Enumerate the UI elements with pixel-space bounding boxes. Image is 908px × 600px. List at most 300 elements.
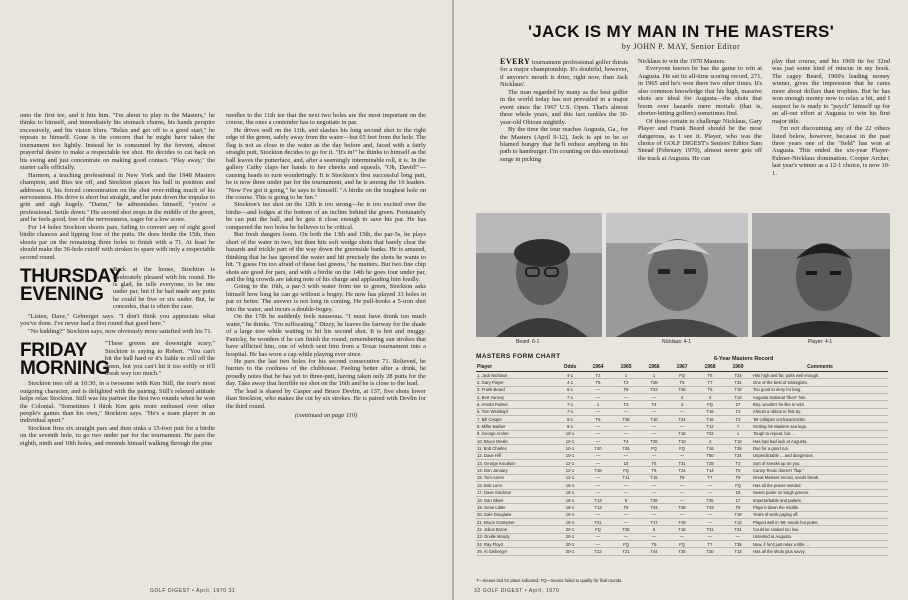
record-cell: 1 [584,401,612,408]
odds-cell: 4-1 [556,372,584,379]
player-cell: 9. George Archer [476,430,556,437]
record-cell: FQ [668,540,696,547]
comment-cell: Hits high and far, putts well enough. [752,372,888,379]
record-cell: — [668,482,696,489]
record-cell: T24 [724,452,752,459]
record-cell: 3 [668,394,696,401]
record-cell: — [640,394,668,401]
odds-cell: 7-1 [556,394,584,401]
record-cell: — [584,511,612,518]
record-cell: — [696,482,724,489]
record-cell: T13 [584,504,612,511]
record-cell: T4 [640,401,668,408]
golfer-portrait-image [606,213,748,337]
table-row [476,504,888,511]
column-header: 1964 [584,362,612,372]
record-cell: — [584,408,612,415]
record-cell: T23 [640,386,668,393]
record-cell: T5 [696,372,724,379]
table-row [476,386,888,393]
paragraph: For 14 holes Stockton shoots pars, failing to convert any of eight good birdie chances and lipping four of the putts. He does birdie the 15th, then shoots par on the remaining three holes to finish with a 71. At least he should make the 36-hole cutoff with strokes to spare with only a respectable second round. [20,223,215,261]
record-cell: T8 [640,540,668,547]
record-cell: — [696,533,724,540]
odds-cell: 10-1 [556,438,584,445]
comment-cell: Years of work paying off. [752,511,888,518]
record-cell: T31 [696,526,724,533]
record-cell: T35 [724,540,752,547]
record-cell: — [612,452,640,459]
record-cell: — [584,386,612,393]
record-cell: T13 [584,496,612,503]
record-cell: FQ [612,540,640,547]
record-cell: — [640,489,668,496]
odds-cell: 10-1 [556,430,584,437]
comment-cell: Too good to deny for long. [752,386,888,393]
player-cell: 19. Gene Littler [476,504,556,511]
table-row [476,533,888,540]
player-cell: 13. George Knudson [476,460,556,467]
right-folio: 32 GOLF DIGEST • April, 1970 [474,588,560,594]
record-cell: T7 [696,540,724,547]
record-cell: — [584,489,612,496]
comment-cell: Unpredictable ... and dangerous. [752,452,888,459]
table-row [476,445,888,452]
table-row [476,482,888,489]
record-cell: — [612,423,640,430]
record-cell: T5 [584,416,612,423]
odds-cell: 15-1 [556,496,584,503]
record-cell: T30 [696,548,724,555]
record-cell: T19 [724,511,752,518]
record-cell: 18 [724,489,752,496]
record-cell: — [640,511,668,518]
masters-form-chart [476,362,888,556]
record-cell: FQ [668,372,696,379]
record-cell: T24 [724,372,752,379]
photo-caption: Beard: 6-1 [516,339,540,345]
record-cell: T7 [696,379,724,386]
record-cell: T16 [696,445,724,452]
odds-cell: 12-1 [556,467,584,474]
paragraph: He pars the last two holes for his second consecutive 71. Relieved, he hurries to the coolness of the clubhouse. Feeling better after a drink, he proudly notes that he has yet to three-putt, having taken only 28 putts for the day. Take away that horrible tee shot on the 16th and he is close to the lead. [226,357,426,388]
record-cell: 4 [696,438,724,445]
section-thursday-evening [20,266,215,311]
comment-cell: Imperturbable and patient. [752,496,888,503]
odds-cell: 18-1 [556,511,584,518]
odds-cell: 18-1 [556,504,584,511]
record-cell: T28 [696,460,724,467]
table-row [476,496,888,503]
column-header: 1969 [724,362,752,372]
table-row [476,511,888,518]
record-cell: — [612,489,640,496]
record-cell: T6 [640,467,668,474]
player-cell: 10. Bruce Devlin [476,438,556,445]
record-cell: 7 [724,423,752,430]
record-title: 6-Year Masters Record [714,356,774,362]
record-cell: — [584,438,612,445]
paragraph: Stockton's tee shot on the 12th is too strong—he is too excited over the birdie—and lodges at the bottom of an incline behind the green. Fortunately he can putt the ball, and he gets it close enough to save his par. He has conquered the two holes he believes to be critical. [226,201,426,231]
comment-cell: '69 collapse uncharacteristic. [752,416,888,423]
record-cell: T24 [668,467,696,474]
continued-note: (continued on page 110) [294,412,358,420]
record-cell: — [584,394,612,401]
table-row [476,460,888,467]
left-folio: GOLF DIGEST • April, 1970 31 [150,588,236,594]
form-chart-body [476,372,888,556]
record-cell: 10 [612,460,640,467]
record-cell: T36 [640,496,668,503]
right-column-1 [500,58,628,208]
odds-cell: 20-1 [556,548,584,555]
record-cell: T10 [668,438,696,445]
odds-cell: 4-1 [556,379,584,386]
record-cell: T26 [668,386,696,393]
record-cell: T40 [584,445,612,452]
comment-cell: Getting his Masters sea legs. [752,423,888,430]
comment-cell: Great Masters record, needs break. [752,474,888,481]
player-cell: 22. Julius Boros [476,526,556,533]
comment-cell: Untested at Augusta. [752,533,888,540]
record-cell: T6 [640,460,668,467]
table-row [476,430,888,437]
record-cell: 17 [724,496,752,503]
record-cell: T36 [668,548,696,555]
record-cell: T6 [668,379,696,386]
player-cell: 1. Jack Nicklaus [476,372,556,379]
record-cell: T18 [584,467,612,474]
paragraph: Stockton tees off at 10:30, in a twosome with Ken Still, the tour's most outgoing character, and is delighted with the pairing. Still's relaxed attitude helps relax Stockton. Still was his partner the first two rounds when he won the Colonial. "Sometimes I think Ken gets more enthused over other people's games than his own," Stockton says. "He's a team player in an individual sport." [20,380,215,425]
section-heading: THURSDAY EVENING [20,266,122,306]
paragraph: Everyone knows he has the game to win at Augusta. He set its all-time scoring record, 271, in 1965 and he's won there two other times. It's also common knowledge that his high, massive shots are ideal for Augusta—the shots that boom over hazards mere mortals (that is, shorter-hitting golfers) sometimes find. [638,65,762,118]
record-cell: T28 [640,379,668,386]
record-cell: T2 [612,379,640,386]
record-cell: T5 [584,379,612,386]
record-cell: T26 [668,504,696,511]
player-cell: 5. Arnold Palmer [476,401,556,408]
record-cell: T13 [724,518,752,525]
record-cell: FQ [696,401,724,408]
record-cell: — [668,408,696,415]
paragraph: needles to the 11th tee that the next two holes are the most important on the course, the ones a contender has to negotiate in par. [226,112,426,127]
record-cell: — [612,394,640,401]
record-cell: — [584,460,612,467]
paragraph: But fresh dangers loom. On both the 13th and 15th, the par-5s, he plays short of the water in two, but then hits soft wedge shots that barely clear the hazards and trickle part of the way down the greenside banks. He is amazed, thinking that he has ignored the water and hit precisely the shots he wants to hit. "I guess I'm too afraid of these fast greens," he mutters. But two fine chip shots are good for pars, and with a birdie on the 14th he goes four under par, and the big crowds are taking note of his charge and applauding him loudly. [226,231,426,283]
player-cell: 12. Dave Hill [476,452,556,459]
table-row [476,401,888,408]
player-cell: 8. Miller Barber [476,423,556,430]
record-cell: 1 [640,372,668,379]
record-cell: — [668,533,696,540]
comment-cell: Has had bad luck at Augusta. [752,438,888,445]
record-cell: T2 [612,401,640,408]
record-cell: T14 [696,467,724,474]
odds-cell: 18-1 [556,518,584,525]
player-cell: 23. Orville Moody [476,533,556,540]
odds-cell: 7-1 [556,408,584,415]
record-cell: T32 [724,379,752,386]
record-cell: T2 [724,408,752,415]
table-row [476,526,888,533]
record-cell: T16 [668,526,696,533]
record-cell: — [584,430,612,437]
record-cell: — [584,540,612,547]
comment-cell: Due for a good run. [752,445,888,452]
player-cell: 14. Don January [476,467,556,474]
record-cell: T44 [640,548,668,555]
record-cell: FQ [584,526,612,533]
paragraph: I'm not discounting any of the 22 others listed below, however, because in the past three years one of the "field" has won at Augusta. This ended the six-year Player-Palmer-Nicklaus domination. Cooper Archer, last year's winner as a 12-1 choice, is now 10-1. [772,125,890,177]
paragraph: By the time the tour reaches Augusta, Ga., for the Masters (April 9-12), Jack is apt to be so blamed hungry that he'll reduce anything in his path to hamburger. I'm counting on this emotional surge in picking [500,126,628,163]
column-header: 1966 [640,362,668,372]
record-cell: — [584,482,612,489]
odds-cell: 15-1 [556,482,584,489]
record-cell: — [584,474,612,481]
photo-nicklaus [606,213,748,337]
photo-caption: Player: 4-1 [808,339,833,345]
odds-cell: 20-1 [556,526,584,533]
paragraph: Stockton fires six straight pars and then sinks a 15-foot putt for a birdie on the seventh hole, to go two under par for the tournament. He pars the eighth, ninth and 10th holes, and reminds himself walking through the pine [20,424,215,447]
record-cell: T13 [584,548,612,555]
comment-cell: Canny Texan doesn't "flap." [752,467,888,474]
record-cell: 4 [668,401,696,408]
odds-cell: 20-1 [556,540,584,547]
right-column-3 [772,58,890,208]
odds-cell: 8-1 [556,416,584,423]
record-cell: — [584,533,612,540]
column-header: Player [476,362,556,372]
record-cell: T16 [696,416,724,423]
player-cell: 20. Dale Douglass [476,511,556,518]
odds-cell: 15-1 [556,489,584,496]
record-cell: T12 [696,423,724,430]
table-row [476,548,888,555]
record-cell: T16 [696,408,724,415]
right-page [454,0,908,600]
record-cell: T13 [724,548,752,555]
odds-cell: 8-1 [556,423,584,430]
left-page [0,0,452,600]
table-row [476,489,888,496]
record-cell: — [696,518,724,525]
photo-player [752,213,890,337]
table-row [476,474,888,481]
comment-cell: Almost a ribbon in first try. [752,408,888,415]
player-cell: 17. Dave Stockton [476,489,556,496]
record-cell: — [612,533,640,540]
odds-cell: 10-1 [556,445,584,452]
record-cell: — [640,452,668,459]
record-cell: T19 [724,386,752,393]
table-row [476,408,888,415]
record-cell: T2 [724,416,752,423]
paragraph: Going to the 16th, a par-3 with water from tee to green, Stockton asks himself how long he can go without a bogey. He now has played 33 holes in par or better. The answer is not long in coming. He pull-hooks a 5-iron shot into the water, and incurs a double-bogey. [226,283,426,313]
record-cell: T10 [640,416,668,423]
record-cell: FQ [640,445,668,452]
record-cell: 5 [640,526,668,533]
table-header-row [476,362,888,372]
record-cell: FQ [724,482,752,489]
record-cell: T11 [612,474,640,481]
column-header: 1967 [668,362,696,372]
record-cell: T44 [640,504,668,511]
comment-cell: Tough to repeat, but ... [752,430,888,437]
odds-cell: 12-1 [556,460,584,467]
record-cell: T50 [696,452,724,459]
comment-cell: Could be ranked too low. [752,526,888,533]
record-cell: T8 [724,504,752,511]
record-cell: T8 [612,386,640,393]
record-cell: — [612,511,640,518]
record-cell: T35 [696,496,724,503]
comment-cell: Augusta National "likes" him. [752,394,888,401]
record-cell: T43 [696,504,724,511]
comment-cell: Plays it down the middle. [752,504,888,511]
lead-text: tournament professional golfer thirsts for a major championship. It's doubtful, however, if anyone's mouth is drier, right now, than Jack Nicklaus'. [500,59,628,89]
record-cell: — [668,423,696,430]
paragraph: Back at the house, Stockton is moderately pleased with his round. He is glad, he tells everyone, to be one under par, but if he had made any putts he could be five or six under. But, he concedes, that is often the case. [113,266,215,311]
left-column-1 [20,112,215,590]
comment-cell: One of the best of strategists. [752,379,888,386]
record-cell: — [668,489,696,496]
comment-cell: Boy, wouldn't he like to win! [752,401,888,408]
table-row [476,423,888,430]
player-cell: 24. Ray Floyd [476,540,556,547]
record-cell: — [696,511,724,518]
record-cell: T2 [584,372,612,379]
record-cell: 1 [724,430,752,437]
left-column-2 [226,112,426,590]
record-cell: — [640,408,668,415]
record-cell: — [612,430,640,437]
column-header: 1965 [612,362,640,372]
chart-legend: T—means tied for place indicated; FQ—means failed to qualify for final rounds. [476,578,623,583]
record-cell: T5 [724,467,752,474]
record-cell: T8 [668,474,696,481]
column-header: 1968 [696,362,724,372]
paragraph: On the 17th he suddenly feels nauseous. "I must have drunk too much water," he thinks. "I'm suffocating." Dizzy, he leaves the fairway for the shade of a large tree while waiting to hit his second shot. It is hot and muggy. Panicky, he wonders if he can finish the round, remembering sun strokes that have afflicted him, one of which sent him from a Texas tournament into a hospital. He has worn a cap while playing ever since. [226,313,426,358]
record-cell: — [724,533,752,540]
record-cell: T29 [724,445,752,452]
comment-cell: Now, if he'd just relax a little ... [752,540,888,547]
section-heading: FRIDAY MORNING [20,340,110,379]
table-row [476,518,888,525]
player-cell: 15. Tom Aaron [476,474,556,481]
record-cell: T9 [724,474,752,481]
record-cell: T21 [612,548,640,555]
record-cell: T2 [724,460,752,467]
player-cell: 2. Gary Player [476,379,556,386]
record-cell: — [640,482,668,489]
comment-cell: Sort of sneaks up on you. [752,460,888,467]
odds-cell: 10-1 [556,452,584,459]
record-cell: FQ [612,467,640,474]
player-cell: 3. Frank Beard [476,386,556,393]
record-cell: T6 [612,504,640,511]
record-cell: T15 [640,474,668,481]
player-cell: 21. Bruce Crampton [476,518,556,525]
record-cell: T45 [612,445,640,452]
column-header: Comments [752,362,888,372]
record-cell: — [612,408,640,415]
record-cell: T7 [696,474,724,481]
record-cell: T19 [724,438,752,445]
record-cell: T13 [724,394,752,401]
paragraph [500,58,628,89]
player-cell: 6. Tom Weiskopf [476,408,556,415]
player-cell: 16. Bob Lunn [476,482,556,489]
comment-cell: Has all the power needed. [752,482,888,489]
odds-cell: 7-1 [556,401,584,408]
chart-title: MASTERS FORM CHART [476,353,561,360]
record-cell: FQ [668,445,696,452]
record-cell: — [640,533,668,540]
golfer-portrait-image [752,213,890,337]
right-column-2 [638,58,762,208]
table-row [476,540,888,547]
paragraph: Nicklaus to win the 1970 Masters. [638,58,726,65]
player-cell: 18. Dan Sikes [476,496,556,503]
record-cell: 3 [696,394,724,401]
table-row [476,372,888,379]
section-friday-morning [20,340,215,378]
record-cell: T31 [668,460,696,467]
record-cell: T21 [584,518,612,525]
odds-cell: 20-1 [556,533,584,540]
record-cell: T28 [612,526,640,533]
player-cell: 25. Al Geiberger [476,548,556,555]
table-row [476,467,888,474]
byline: by JOHN P. MAY, Senior Editor [621,42,741,51]
golfer-portrait-image [476,213,602,337]
record-cell: — [668,452,696,459]
record-cell: — [640,423,668,430]
record-cell: 27 [724,401,752,408]
table-row [476,452,888,459]
table-row [476,394,888,401]
article-title: 'JACK IS MY MAN IN THE MASTERS' [527,22,835,41]
comment-cell: Played well in '69; needs hot putter. [752,518,888,525]
paragraph: The lead is shared by Casper and Bruce Devlin, at 137, five shots lower than Stockton, who makes the cut by six strokes. He is paired with Devlin for the third round. [226,387,426,410]
record-cell: — [584,423,612,430]
record-cell: 1 [612,372,640,379]
record-cell: T49 [668,518,696,525]
record-cell: T24 [668,416,696,423]
player-cell: 7. Bill Casper [476,416,556,423]
table-row [476,438,888,445]
paragraph: "These greens are downright scary," Stockton is saying to Robert. "You can't hit the ball hard or it's liable to roll off the green, but you can't hit it too softly or it'll break way too much." [105,340,215,377]
table-row [476,379,888,386]
record-cell: T31 [724,526,752,533]
paragraph: Harmon, a teaching professional in New York and the 1948 Masters champion, and Bies tee off, and Stockton places his ball in position and addresses it, his forced concentration on the shot over-riding much of his nervousness. His drive is short but straight, and he puts down the impulse to grin and sigh hugely. "Damn," he admonishes himself, "you're a professional. Settle down." His second shot stops in the middle of the green, and he feels good, free of the nervousness, eager for a low score. [20,171,215,224]
record-cell: T5 [696,386,724,393]
record-cell: T17 [640,518,668,525]
record-cell: — [584,452,612,459]
record-cell: T22 [696,430,724,437]
player-cell: 4. Bert Yancey [476,394,556,401]
record-cell: — [668,496,696,503]
paragraph: He drives well on the 11th, and slashes his long second shot to the right edge of the green, safely away from the water—but 65 feet from the hole. The flag is not as close to the water as the day before and, faced with a fairly straight putt, Stockton decides to go for it. "It's in!" he thinks to himself as the ball leaves the putterface, and, after a seemingly interminable roll, it is. In the gallery Cathy claps her hands to her cheeks and squeals, "Oh, David!"—causing heads to turn wonderingly. It is Stockton's first successful long putt, he is now three under par for the tournament, and he is among the 10 leaders. "Now I've got it going," he says to himself. "A birdie on the toughest hole on the course. This is going to be fun." [226,126,426,201]
record-cell: — [696,489,724,496]
record-cell: — [668,511,696,518]
record-cell: T35 [612,416,640,423]
odds-cell: 12-1 [556,474,584,481]
paragraph: play that course, and his 1969 tie for 32nd was just some kind of miscue in my book. The cagey Beard, 1969's leading money winner, gives the impression that he cares more about dollars than trophies. But he has won enough money now to relax a bit, and I suspect he is ready to "psych" himself up for an all-out effort at Augusta to win his first major title. [772,58,890,125]
paragraph: onto the first tee, and it hits him. "I'm about to play in the Masters," he thinks to himself, and immediately his stomach churns, his hands perspire excessively, and his vision blurs. "Relax and get off to a good start," he repeats to himself. Gone is the concern that he might have taken the tournament too lightly. Instead he is consumed by the fervent, almost prayerful desire to make a respectable tee shot. He decides to cut back on his swing and just concentrate on making good contact. "Play away," the starter calls officially. [20,112,215,172]
photo-caption: Nicklaus: 4-1 [662,339,691,345]
paragraph: The man regarded by many as the best golfer in the world today has not prevailed in a major event since the 1967 U.S. Open. That's almost three whole years, and this fact rankles the 30-year-old Ohioan mightily. [500,88,628,126]
record-cell: T16 [668,430,696,437]
